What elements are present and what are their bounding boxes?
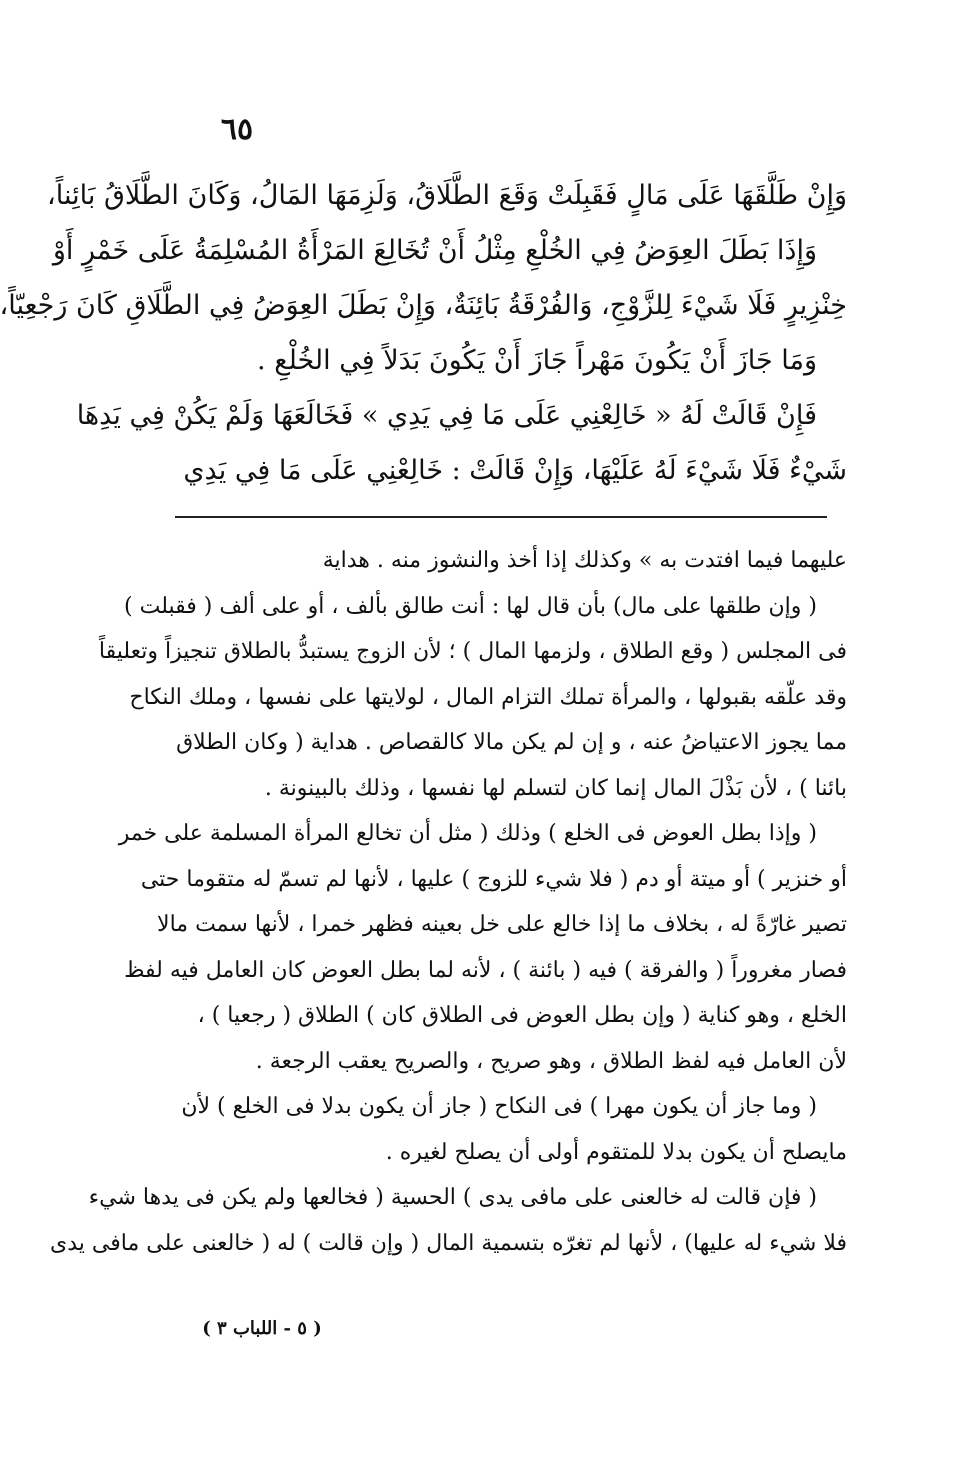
main-text-line: وَإِنْ طَلَّقَهَا عَلَى مَالٍ فَقَبِلَتْ وَقَعَ الطَّلَاقُ، وَلَزِمَهَا المَالُ، وَكَانَ الطَّلَاقُ بَائِناً، (47, 180, 847, 211)
commentary-text (50, 538, 847, 1266)
commentary-line: الخلع ، وهو كناية ( وإن بطل العوض فى الطلاق كان ) الطلاق ( رجعيا ) ، (197, 1003, 847, 1028)
main-text-line: فَإِنْ قَالَتْ لَهُ « خَالِعْنِي عَلَى مَا فِي يَدِي » فَخَالَعَهَا وَلَمْ يَكُنْ فِي يَدِهَا (76, 400, 817, 431)
commentary-line: ( وإذا بطل العوض فى الخلع ) وذلك ( مثل أن تخالع المرأة المسلمة على خمر (118, 821, 817, 846)
commentary-line: بائنا ) ، لأن بَذْلَ المال إنما كان لتسلم لها نفسها ، وذلك بالبينونة . (264, 775, 847, 801)
commentary-line: فصار مغروراً ( والفرقة ) فيه ( بائنة ) ، لأنه لما بطل العوض كان العامل فيه لفظ (124, 957, 847, 983)
commentary-line: عليهما فيما افتدت به » وكذلك إذا أخذ والنشوز منه . هداية (322, 548, 847, 573)
main-text (0, 168, 847, 498)
commentary-line: ( وإن طلقها على مال) بأن قال لها : أنت طالق بألف ، أو على ألف ( فقبلت ) (124, 593, 817, 619)
commentary-line: مما يجوز الاعتياضُ عنه ، و إن لم يكن مالا كالقصاص . هداية ( وكان الطلاق (176, 730, 847, 755)
page-number: ٦٥ (220, 112, 254, 147)
main-text-line: وَإِذَا بَطَلَ العِوَضُ فِي الخُلْعِ مِثْلُ أَنْ تُخَالِعَ المَرْأَةُ المُسْلِمَةُ عَلَى خَمْرٍ أَوْ (52, 235, 817, 266)
commentary-line: وقد علّقه بقبولها ، والمرأة تملك التزام المال ، لولايتها على نفسها ، وملك النكاح (129, 684, 847, 710)
commentary-line: مايصلح أن يكون بدلا للمتقوم أولى أن يصلح لغيره . (385, 1139, 847, 1165)
commentary-line: لأن العامل فيه لفظ الطلاق ، وهو صريح ، والصريح يعقب الرجعة . (255, 1048, 847, 1074)
main-text-line: شَيْءٌ فَلَا شَيْءَ لَهُ عَلَيْهَا، وَإِنْ قَالَتْ : خَالِعْنِي عَلَى مَا فِي يَدِي (183, 455, 847, 486)
commentary-line: أو خنزير ) أو ميتة أو دم ( فلا شيء للزوج ) عليها ، لأنها لم تسمّ له متقوما حتى (140, 866, 847, 892)
text-separator-rule (175, 516, 827, 518)
commentary-line: فلا شيء له عليها) ، لأنها لم تغرّه بتسمية المال ( وإن قالت ) له ( خالعنى على مافى يدى (50, 1230, 847, 1256)
commentary-line: ( وما جاز أن يكون مهرا ) فى النكاح ( جاز أن يكون بدلا فى الخلع ) لأن (181, 1094, 817, 1119)
commentary-line: تصير غارّةً له ، بخلاف ما إذا خالع على خل بعينه فظهر خمرا ، لأنها سمت مالا (157, 912, 847, 937)
signature-mark: ( ٥ - اللباب ٣ ) (202, 1318, 322, 1339)
main-text-line: وَمَا جَازَ أَنْ يَكُونَ مَهْراً جَازَ أَنْ يَكُونَ بَدَلاً فِي الخُلْعِ . (257, 345, 817, 376)
main-text-line: خِنْزِيرٍ فَلَا شَيْءَ لِلزَّوْجِ، وَالفُرْقَةُ بَائِنَةٌ، وَإِنْ بَطَلَ العِوَضُ فِي الطَّلَاقِ كَانَ رَجْعِيّاً، (0, 290, 847, 321)
commentary-line: ( فإن قالت له خالعنى على مافى يدى ) الحسية ( فخالعها ولم يكن فى يدها شيء (88, 1185, 817, 1210)
commentary-line: فى المجلس ( وقع الطلاق ، ولزمها المال ) ؛ لأن الزوج يستبدُّ بالطلاق تنجيزاً وتعليقاً (98, 639, 847, 664)
